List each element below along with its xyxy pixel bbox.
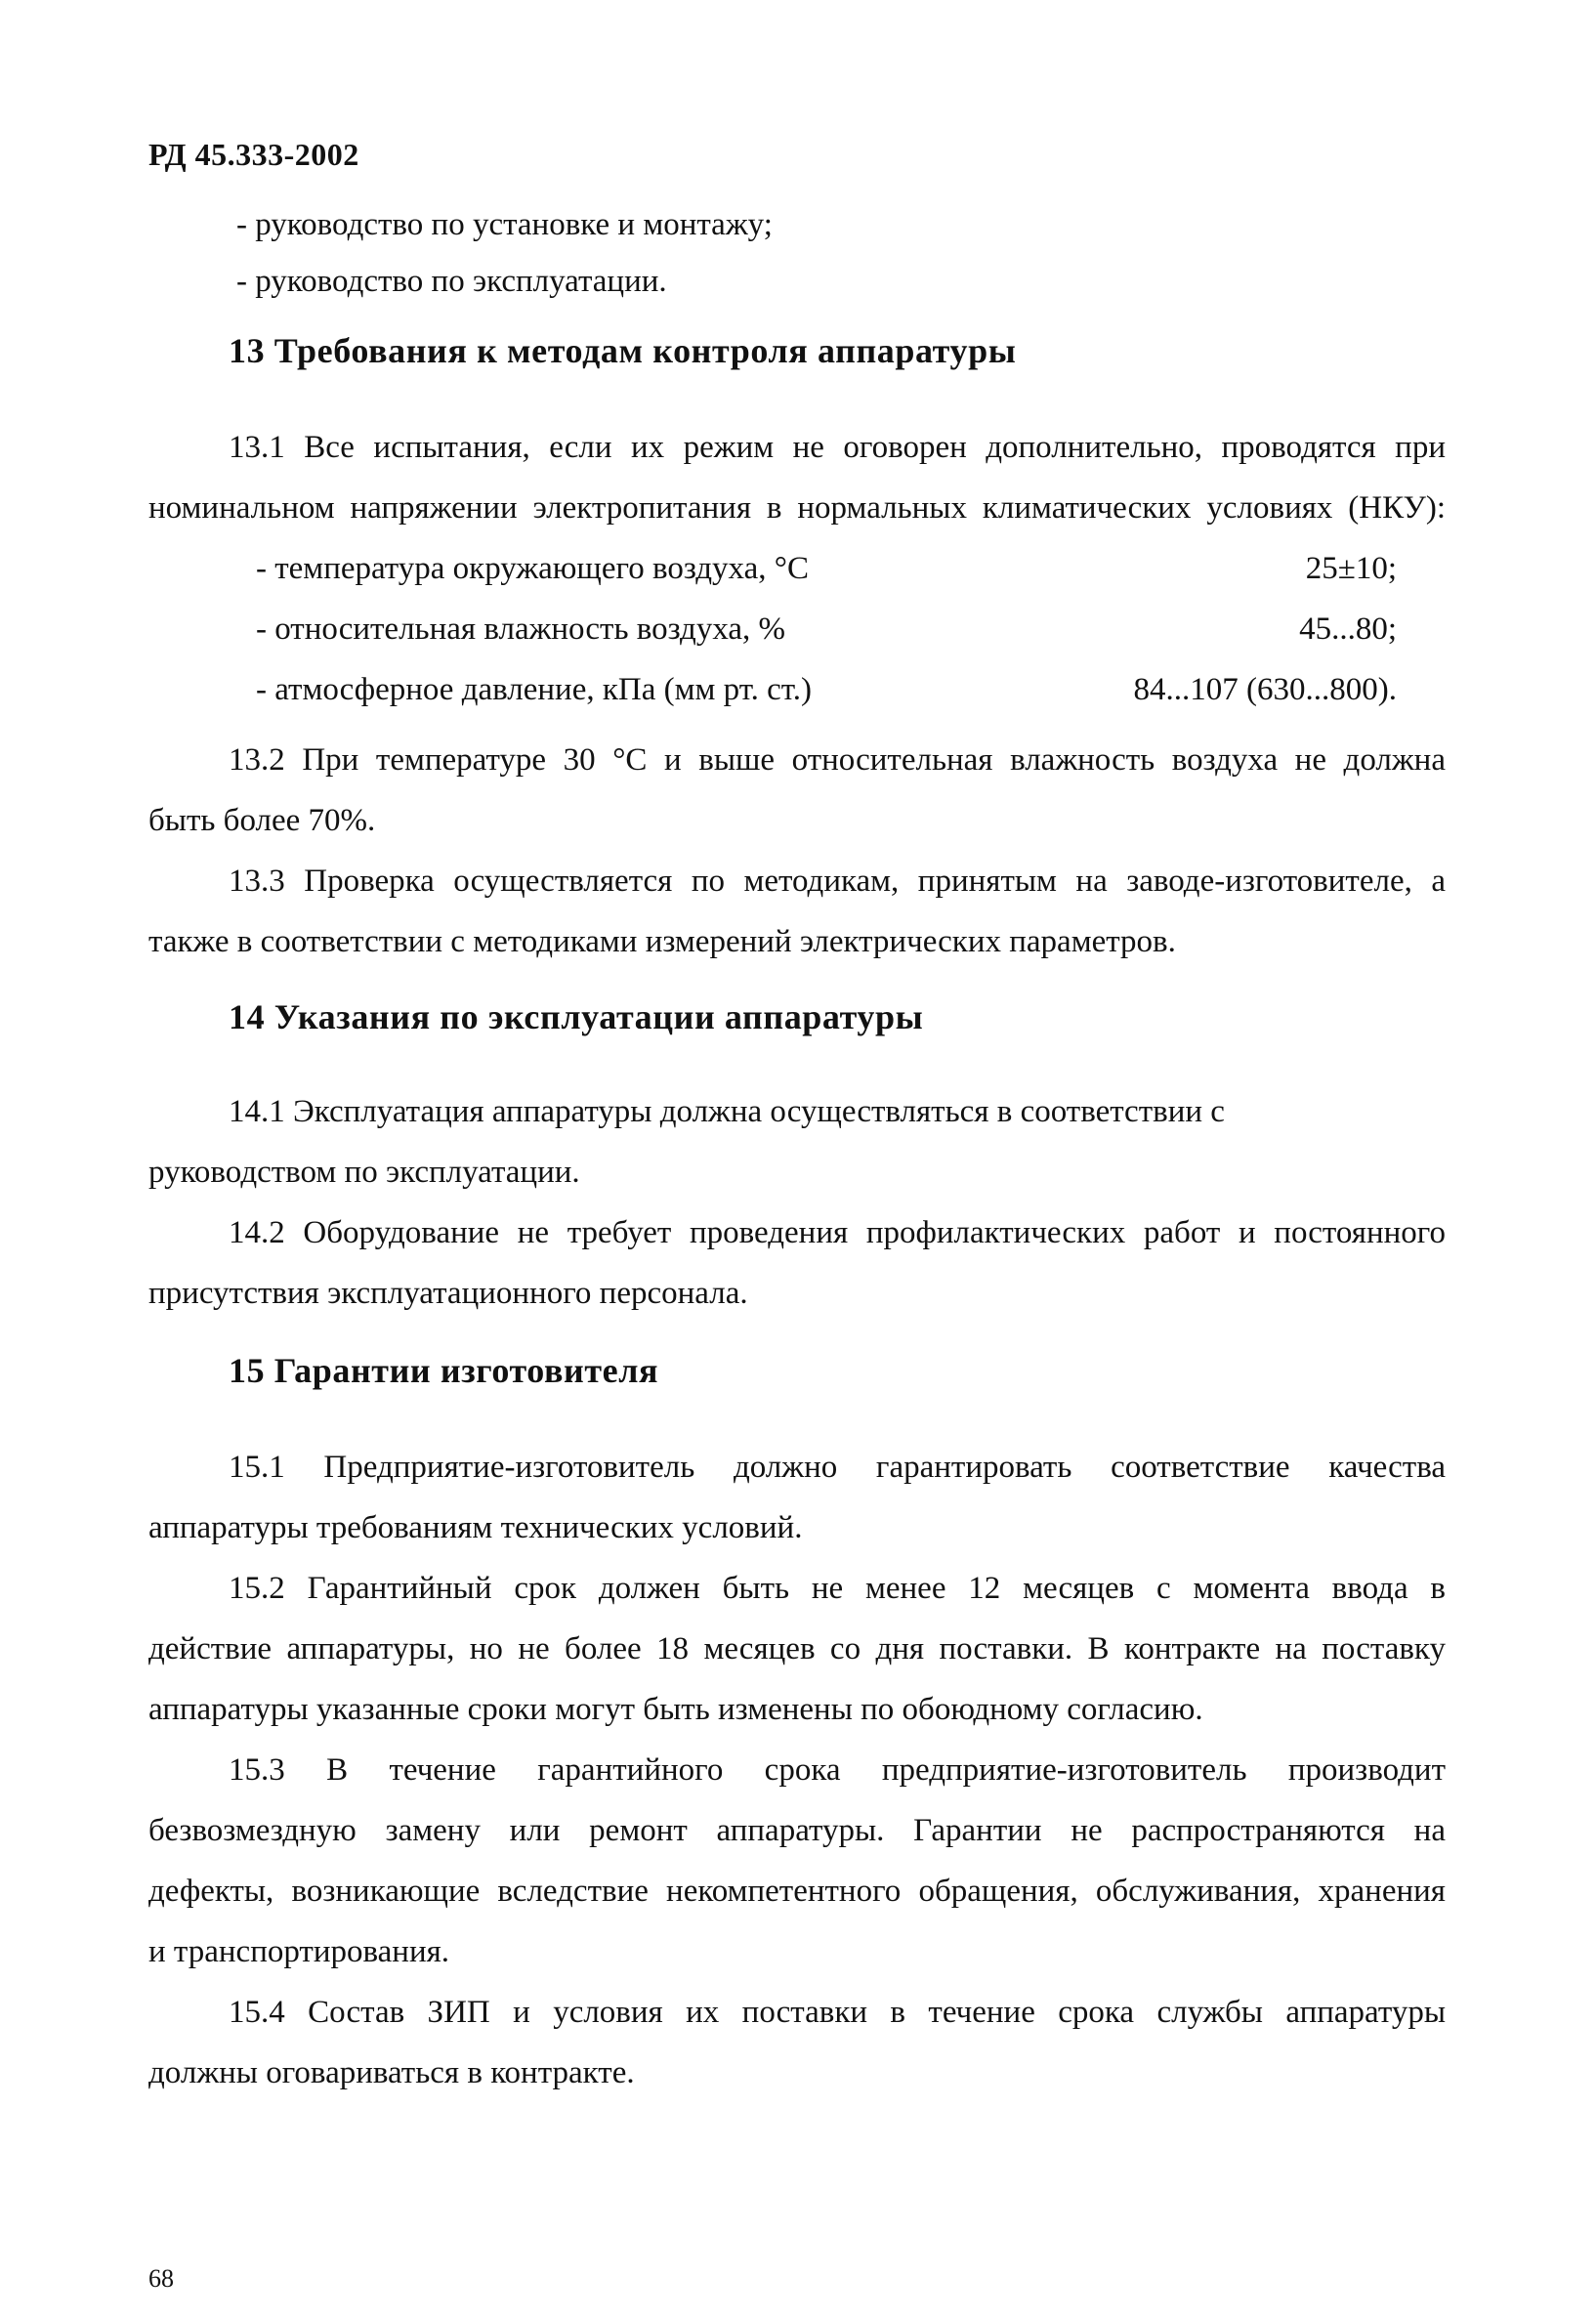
paragraph-14-2-line: 14.2 Оборудование не требует проведения профилактических работ и постоянного xyxy=(229,1215,1446,1250)
paragraph-15-1-line: аппаратуры требованиям технических условий. xyxy=(148,1510,803,1545)
paragraph-13-1-line: 13.1 Все испытания, если их режим не оговорен дополнительно, проводятся при xyxy=(229,430,1446,465)
condition-label: - атмосферное давление, кПа (мм рт. ст.) xyxy=(256,672,812,707)
paragraph-15-3-line: дефекты, возникающие вследствие некомпетентного обращения, обслуживания, хранения xyxy=(148,1874,1446,1909)
section-13-heading: 13 Требования к методам контроля аппаратуры xyxy=(229,331,1017,370)
paragraph-14-2-line: присутствия эксплуатационного персонала. xyxy=(148,1276,748,1311)
paragraph-15-3-line: и транспортирования. xyxy=(148,1934,450,1969)
condition-value: 25±10; xyxy=(1305,551,1397,586)
paragraph-15-2-line: аппаратуры указанные сроки могут быть изменены по обоюдному согласию. xyxy=(148,1692,1203,1727)
paragraph-15-2-line: действие аппаратуры, но не более 18 месяцев со дня поставки. В контракте на поставку xyxy=(148,1631,1446,1666)
document-code: РД 45.333-2002 xyxy=(148,137,359,172)
paragraph-15-4-line: должны оговариваться в контракте. xyxy=(148,2055,635,2090)
paragraph-14-1-line: 14.1 Эксплуатация аппаратуры должна осуществляться в соответствии с xyxy=(229,1094,1225,1129)
paragraph-15-3-line: 15.3 В течение гарантийного срока предприятие-изготовитель производит xyxy=(229,1752,1446,1788)
paragraph-13-3-line: также в соответствии с методиками измерений электрических параметров. xyxy=(148,924,1176,959)
paragraph-13-3-line: 13.3 Проверка осуществляется по методикам, принятым на заводе-изготовителе, а xyxy=(229,864,1446,899)
paragraph-15-1-line: 15.1 Предприятие-изготовитель должно гарантировать соответствие качества xyxy=(229,1450,1446,1485)
page-number: 68 xyxy=(148,2264,174,2293)
paragraph-13-2-line: быть более 70%. xyxy=(148,803,376,838)
condition-value: 45...80; xyxy=(1299,611,1397,647)
paragraph-13-1-line: номинальном напряжении электропитания в нормальных климатических условиях (НКУ): xyxy=(148,490,1446,526)
section-15-heading: 15 Гарантии изготовителя xyxy=(229,1351,659,1390)
condition-label: - температура окружающего воздуха, °С xyxy=(256,551,809,586)
list-item: - руководство по установке и монтажу; xyxy=(236,207,773,242)
paragraph-15-4-line: 15.4 Состав ЗИП и условия их поставки в течение срока службы аппаратуры xyxy=(229,1995,1446,2030)
condition-label: - относительная влажность воздуха, % xyxy=(256,611,786,647)
section-14-heading: 14 Указания по эксплуатации аппаратуры xyxy=(229,997,924,1036)
paragraph-14-1-line: руководством по эксплуатации. xyxy=(148,1155,580,1190)
paragraph-15-3-line: безвозмездную замену или ремонт аппаратуры. Гарантии не распространяются на xyxy=(148,1813,1446,1848)
paragraph-13-2-line: 13.2 При температуре 30 °С и выше относительная влажность воздуха не должна xyxy=(229,742,1446,778)
condition-value: 84...107 (630...800). xyxy=(1133,672,1397,707)
paragraph-15-2-line: 15.2 Гарантийный срок должен быть не менее 12 месяцев с момента ввода в xyxy=(229,1571,1446,1606)
list-item: - руководство по эксплуатации. xyxy=(236,264,667,299)
